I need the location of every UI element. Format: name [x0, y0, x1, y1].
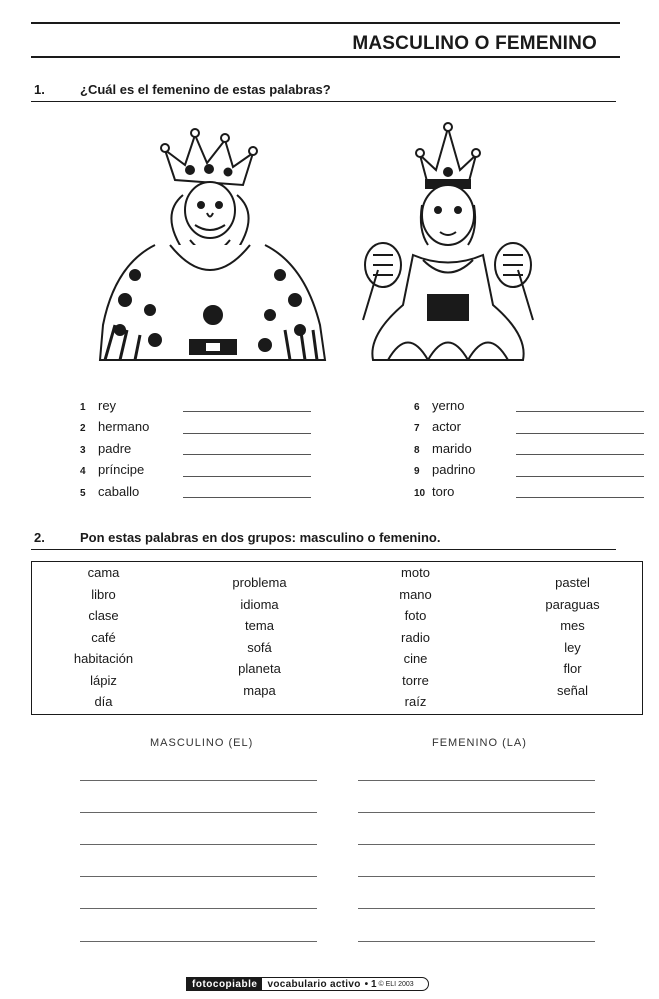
footer-copyright: © ELI 2003 [378, 980, 414, 988]
page-title: MASCULINO O FEMENINO [352, 33, 597, 54]
word: ley [564, 639, 581, 655]
word: yerno [432, 398, 465, 413]
section2-number: 2. [34, 530, 45, 545]
word: raíz [404, 694, 427, 709]
word: torre [402, 672, 429, 688]
writing-line[interactable] [358, 812, 595, 813]
word: café [91, 629, 116, 645]
list-item: 6 yerno [414, 398, 465, 413]
footer-book: vocabulario activo [267, 978, 361, 990]
word: habitación [73, 651, 134, 666]
word: hermano [98, 419, 150, 434]
word: lápiz [90, 672, 117, 688]
word: padrino [432, 462, 476, 477]
word: libro [91, 586, 116, 602]
word: cine [403, 651, 428, 666]
word: pastel [555, 575, 590, 590]
answer-blank[interactable] [516, 454, 644, 455]
answer-blank[interactable] [183, 476, 311, 477]
word: clase [88, 608, 119, 623]
king-illustration [95, 125, 330, 370]
section2-underline [31, 549, 616, 550]
writing-line[interactable] [80, 844, 317, 845]
word: padre [98, 441, 132, 456]
word: idioma [240, 596, 279, 612]
word: señal [556, 682, 589, 698]
answer-blank[interactable] [516, 476, 644, 477]
answer-blank[interactable] [183, 433, 311, 434]
title-underline [31, 56, 620, 58]
list-item: 10 toro [414, 484, 455, 499]
word: foto [404, 608, 427, 623]
word: sofá [247, 639, 272, 655]
word-column-1 [52, 562, 155, 713]
femenino-label: FEMENINO (LA) [432, 737, 527, 749]
writing-line[interactable] [80, 812, 317, 813]
masculino-label: MASCULINO (EL) [150, 737, 254, 749]
word: problema [232, 575, 287, 590]
writing-line[interactable] [358, 844, 595, 845]
list-item: 9 padrino [414, 462, 476, 477]
word: moto [401, 565, 430, 580]
word: paraguas [545, 596, 600, 612]
list-item: 4 príncipe [80, 462, 145, 477]
list-item: 5 caballo [80, 484, 140, 499]
footer-badge: fotocopiable [187, 978, 262, 990]
word-column-4 [521, 572, 624, 701]
writing-line[interactable] [358, 941, 595, 942]
writing-line[interactable] [358, 908, 595, 909]
footer-page: • 1 [364, 978, 377, 990]
writing-line[interactable] [358, 780, 595, 781]
section1-number: 1. [34, 82, 45, 97]
writing-line[interactable] [80, 908, 317, 909]
word: rey [98, 398, 117, 413]
word: flor [563, 661, 582, 676]
footer [186, 977, 429, 991]
answer-blank[interactable] [516, 433, 644, 434]
word: mapa [243, 682, 276, 698]
writing-line[interactable] [358, 876, 595, 877]
writing-line[interactable] [80, 876, 317, 877]
list-item: 2 hermano [80, 419, 150, 434]
answer-blank[interactable] [516, 497, 644, 498]
answer-blank[interactable] [183, 497, 311, 498]
word: radio [401, 629, 430, 645]
word: cama [87, 565, 120, 580]
word: caballo [98, 484, 140, 499]
section1-prompt: ¿Cuál es el femenino de estas palabras? [80, 82, 331, 97]
word-column-2 [208, 572, 311, 701]
word: príncipe [98, 462, 145, 477]
word: toro [432, 484, 455, 499]
list-item: 3 padre [80, 441, 132, 456]
word: actor [432, 419, 461, 434]
word: día [94, 694, 113, 709]
writing-line[interactable] [80, 780, 317, 781]
answer-blank[interactable] [183, 411, 311, 412]
answer-blank[interactable] [183, 454, 311, 455]
word-column-3 [364, 562, 467, 713]
word: mes [560, 618, 585, 633]
queen-illustration [358, 120, 538, 365]
word: tema [245, 618, 274, 633]
list-item: 7 actor [414, 419, 461, 434]
list-item: 1 rey [80, 398, 117, 413]
word: marido [432, 441, 472, 456]
word: planeta [238, 661, 281, 676]
word: mano [399, 586, 432, 602]
answer-blank[interactable] [516, 411, 644, 412]
section1-underline [31, 101, 616, 102]
writing-line[interactable] [80, 941, 317, 942]
list-item: 8 marido [414, 441, 472, 456]
top-rule [31, 22, 620, 24]
section2-prompt: Pon estas palabras en dos grupos: masculino o femenino. [80, 530, 441, 545]
